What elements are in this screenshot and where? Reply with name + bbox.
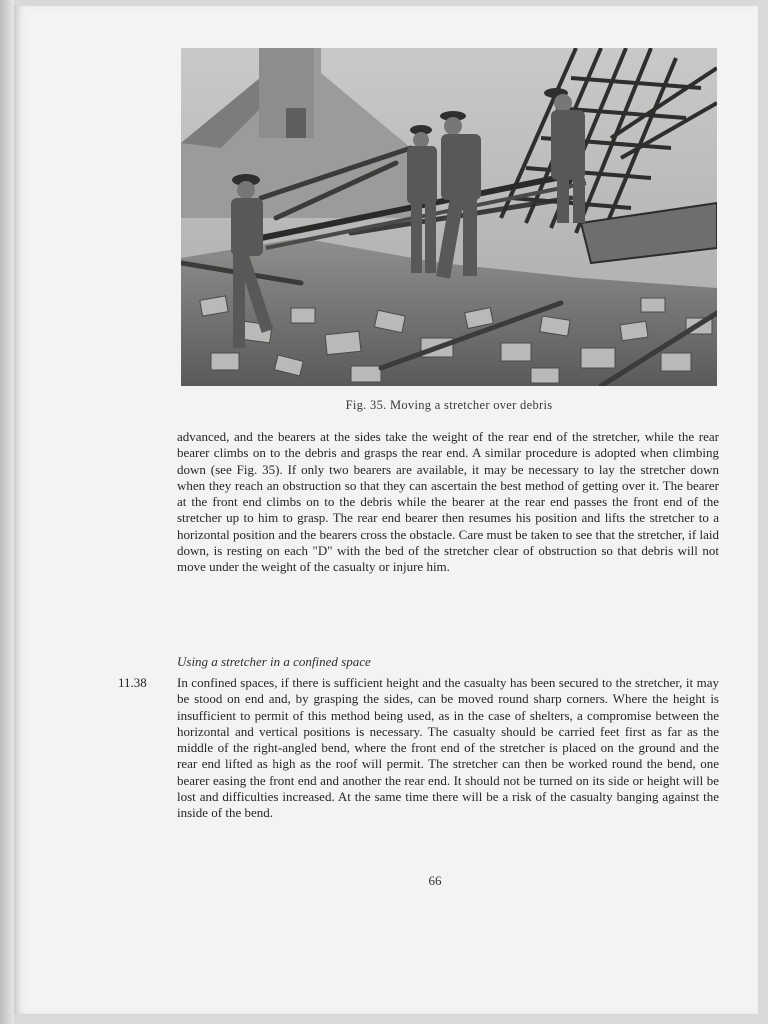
figure-photo (181, 48, 717, 386)
book-gutter (0, 0, 14, 1024)
paragraph-continued: advanced, and the bearers at the sides take the weight of the rear end of the stretcher, while the rear bearer climbs on to the debris and grasps the rear end. A similar procedure is adopted when climbing down (see Fig. 35). If only two bearers are available, it may be necessary to lay the stretcher down when they reach an obstruction so that they can ascertain the best method of getting over it. The bearer at the front end climbs on to the debris while the bearer at the rear end passes the front end of the stretcher up to him to grasp. The rear end bearer then resumes his position and lifts the stretcher to a horizontal position and the bearers cross the obstacle. Care must be taken to see that the stretcher, if laid down, is resting on each "D" with the bed of the stretcher clear of obstruction so that debris will not move under the weight of the casualty or injure him. (177, 429, 719, 575)
section-number: 11.38 (118, 675, 147, 690)
page-number: 66 (428, 873, 442, 888)
figure-caption: Fig. 35. Moving a stretcher over debris (345, 398, 553, 412)
paragraph-section: In confined spaces, if there is sufficient height and the casualty has been secured to the stretcher, it may be stood on end and, by grasping the sides, can be moved round sharp corners. Where the height is insufficient to permit of this method being used, as in the case of shelters, a compromise between the horizontal and vertical positions is necessary. The casualty should be carried feet first as far as the middle of the right-angled bend, where the front end of the stretcher is placed on the ground and the rear end lifted as high as the roof will permit. The stretcher can then be worked round the bend, one bearer easing the front end and another the rear end. It should not be turned on its side or height will be lost and difficulties increased. At the same time there will be a risk of the casualty banging against the inside of the bend. (177, 675, 719, 821)
section-subheading: Using a stretcher in a confined space (177, 654, 371, 669)
